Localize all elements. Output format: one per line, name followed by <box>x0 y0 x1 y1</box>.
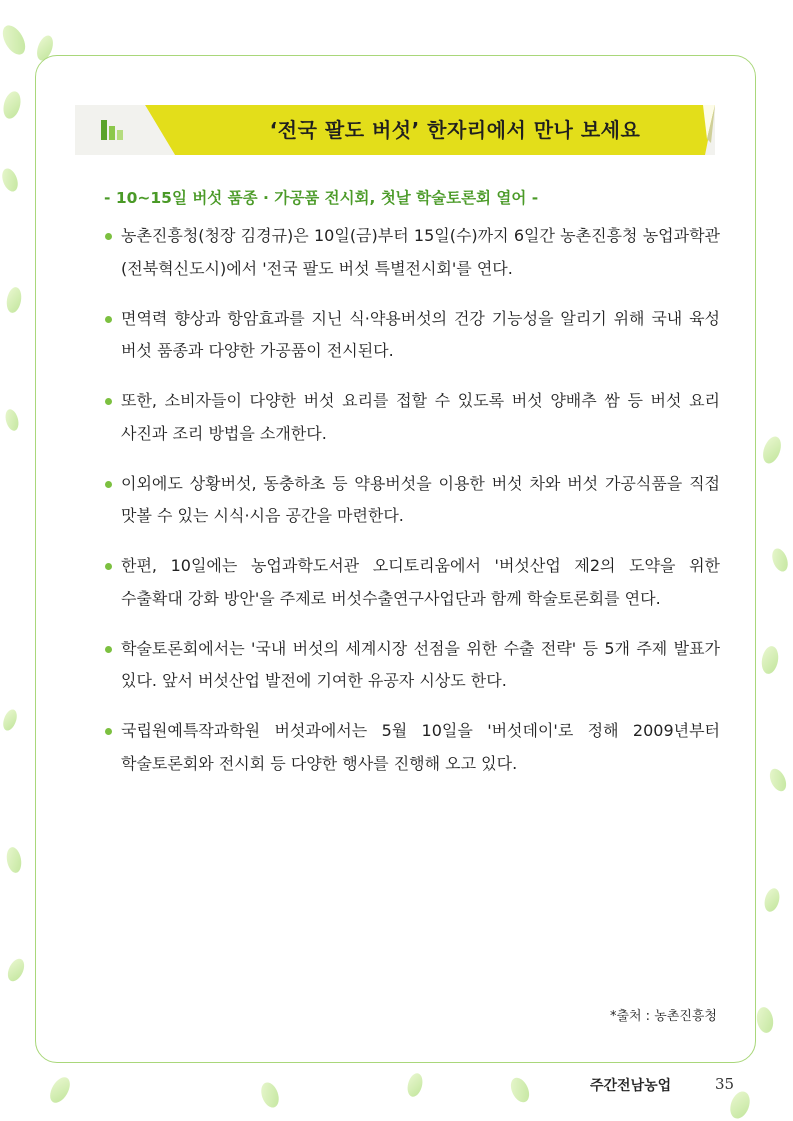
bullet-item <box>104 385 720 450</box>
bullet-item <box>104 303 720 368</box>
bullet-item <box>104 550 720 615</box>
source-credit: *출처 : 농촌진흥청 <box>609 1009 717 1024</box>
bullet-text: 국립원예특작과학원 버섯과에서는 5월 10일을 '버섯데이'로 정해 2009년부터 학술토론회와 전시회 등 다양한 행사를 진행해 오고 있다. <box>121 721 720 773</box>
page-number: 35 <box>715 1075 735 1093</box>
bullet-dot-icon <box>105 233 112 240</box>
bullet-dot-icon <box>105 728 112 735</box>
subtitle: - 10~15일 버섯 품종 · 가공품 전시회, 첫날 학술토론회 열어 - <box>104 189 539 207</box>
bullet-dot-icon <box>105 481 112 488</box>
bullet-dot-icon <box>105 398 112 405</box>
bullet-item <box>104 220 720 285</box>
page-title: ‘전국 팔도 버섯’ 한자리에서 만나 보세요 <box>269 118 641 142</box>
bullet-dot-icon <box>105 316 112 323</box>
bullet-list <box>104 220 720 798</box>
bullet-item <box>104 633 720 698</box>
bullet-text: 한편, 10일에는 농업과학도서관 오디토리움에서 '버섯산업 제2의 도약을 위한 수출확대 강화 방안'을 주제로 버섯수출연구사업단과 함께 학술토론회를 연다. <box>121 556 720 608</box>
bullet-text: 또한, 소비자들이 다양한 버섯 요리를 접할 수 있도록 버섯 양배추 쌈 등 버섯 요리 사진과 조리 방법을 소개한다. <box>121 391 720 443</box>
bullet-text: 학술토론회에서는 '국내 버섯의 세계시장 선점을 위한 수출 전략' 등 5개 주제 발표가 있다. 앞서 버섯산업 발전에 기여한 유공자 시상도 한다. <box>121 638 720 690</box>
bullet-text: 이외에도 상황버섯, 동충하초 등 약용버섯을 이용한 버섯 차와 버섯 가공식품을 직접 맛볼 수 있는 시식·시음 공간을 마련한다. <box>121 473 720 525</box>
bullet-item <box>104 468 720 533</box>
bullet-text: 면역력 향상과 항암효과를 지닌 식·약용버섯의 건강 기능성을 알리기 위해 국내 육성 버섯 품종과 다양한 가공품이 전시된다. <box>121 308 720 360</box>
title-bar <box>75 105 715 155</box>
bullet-text: 농촌진흥청(청장 김경규)은 10일(금)부터 15일(수)까지 6일간 농촌진흥청 농업과학관(전북혁신도시)에서 '전국 팔도 버섯 특별전시회'를 연다. <box>121 226 720 278</box>
bullet-dot-icon <box>105 646 112 653</box>
publication-name: 주간전남농업 <box>590 1078 672 1094</box>
bullet-item <box>104 715 720 780</box>
bullet-dot-icon <box>105 563 112 570</box>
